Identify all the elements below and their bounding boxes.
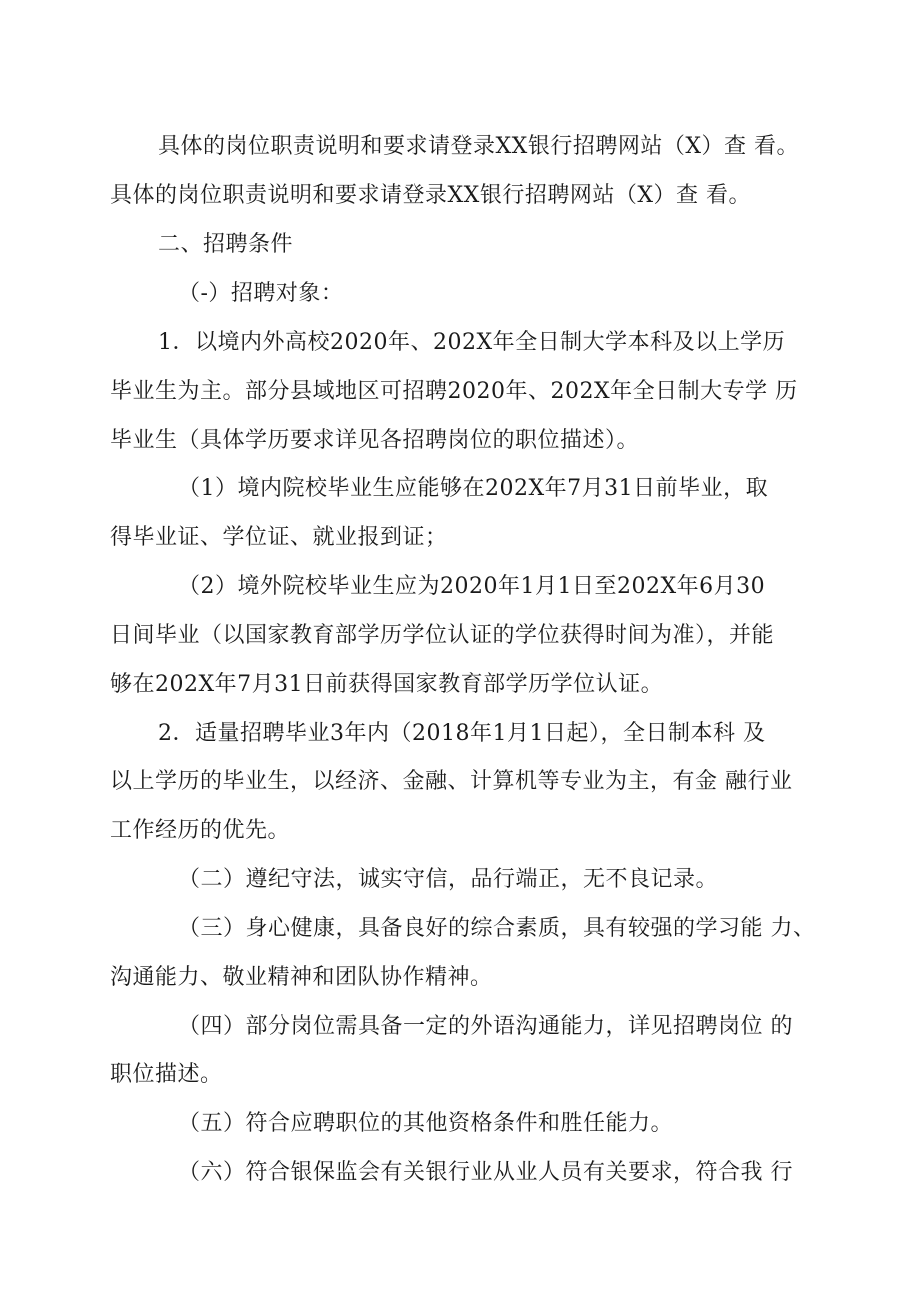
paragraph-line: 1．以境内外高校2020年、202X年全日制大学本科及以上学历 — [158, 330, 786, 355]
paragraph-line: 毕业生为主。部分县域地区可招聘2020年、202X年全日制大专学 历 — [110, 379, 798, 404]
paragraph-line: 工作经历的优先。 — [110, 818, 291, 843]
paragraph-line: 以上学历的毕业生，以经济、金融、计算机等专业为主，有金 融行业 — [110, 769, 793, 794]
subsection-heading: （-）招聘对象： — [178, 281, 344, 306]
paragraph-line: 具体的岗位职责说明和要求请登录XX银行招聘网站（X）查 看。 — [110, 183, 751, 208]
paragraph-line: 够在202X年7月31日前获得国家教育部学历学位认证。 — [110, 672, 664, 697]
paragraph-line: （四）部分岗位需具备一定的外语沟通能力，详见招聘岗位 的 — [178, 1014, 793, 1039]
paragraph-line: 2．适量招聘毕业3年内（2018年1月1日起），全日制本科 及 — [158, 721, 766, 746]
paragraph-line: 毕业生（具体学历要求详见各招聘岗位的职位描述）。 — [110, 428, 640, 453]
paragraph-line: （六）符合银保监会有关银行业从业人员有关要求，符合我 行 — [178, 1160, 793, 1185]
paragraph-line: 具体的岗位职责说明和要求请登录XX银行招聘网站（X）查 看。 — [158, 134, 799, 159]
paragraph-line: 沟通能力、敬业精神和团队协作精神。 — [110, 965, 493, 990]
paragraph-line: （1）境内院校毕业生应能够在202X年7月31日前毕业，取 — [178, 476, 769, 501]
paragraph-line: （二）遵纪守法，诚实守信，品行端正，无不良记录。 — [178, 867, 719, 892]
paragraph-line: （2）境外院校毕业生应为2020年1月1日至202X年6月30 — [178, 574, 766, 599]
paragraph-line: 得毕业证、学位证、就业报到证； — [110, 525, 448, 550]
paragraph-line: 职位描述。 — [110, 1062, 223, 1087]
section-heading: 二、招聘条件 — [158, 232, 294, 257]
paragraph-line: （五）符合应聘职位的其他资格条件和胜任能力。 — [178, 1111, 674, 1136]
paragraph-line: 日间毕业（以国家教育部学历学位认证的学位获得时间为准），并能 — [110, 623, 775, 648]
paragraph-line: （三）身心健康，具备良好的综合素质，具有较强的学习能 力、 — [178, 916, 816, 941]
